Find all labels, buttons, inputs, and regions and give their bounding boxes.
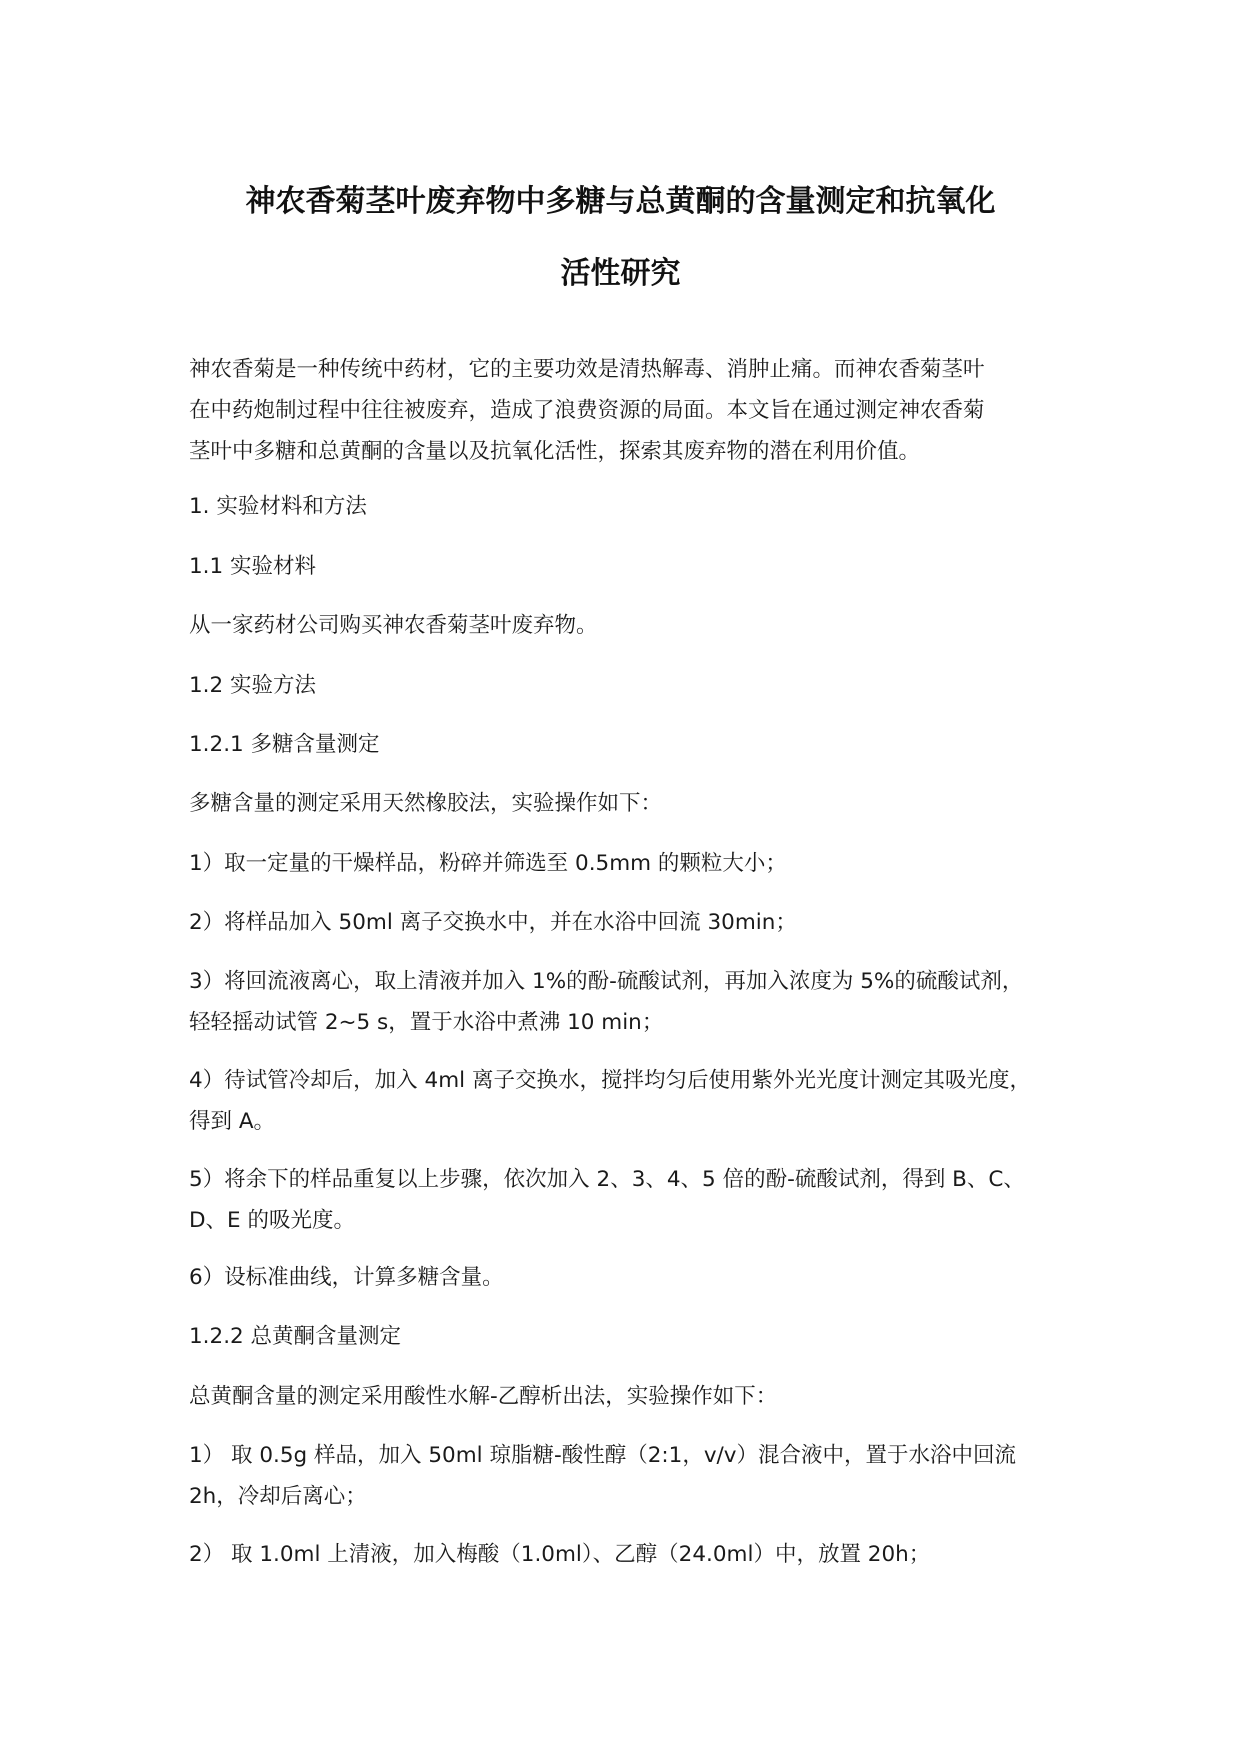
polysaccharide-step-6: 6）设标准曲线，计算多糖含量。 <box>189 1265 504 1290</box>
flavonoid-step-2: 2） 取 1.0ml 上清液，加入梅酸（1.0ml）、乙醇（24.0ml）中，放置 20h； <box>189 1542 931 1567</box>
section-heading-1-2-1: 1.2.1 多糖含量测定 <box>189 732 380 757</box>
intro-paragraph <box>189 349 1089 472</box>
flavonoid-step-1 <box>189 1435 1089 1517</box>
step-line: 4）待试管冷却后，加入 4ml 离子交换水，搅拌均匀后使用紫外光光度计测定其吸光度， <box>189 1068 1031 1093</box>
intro-line: 在中药炮制过程中往往被废弃，造成了浪费资源的局面。本文旨在通过测定神农香菊 <box>189 398 985 423</box>
step-line: D、E 的吸光度。 <box>189 1208 355 1233</box>
step-line: 得到 A。 <box>189 1109 276 1134</box>
materials-text: 从一家药材公司购买神农香菊茎叶废弃物。 <box>189 613 598 638</box>
intro-line: 茎叶中多糖和总黄酮的含量以及抗氧化活性，探索其废弃物的潜在利用价值。 <box>189 439 921 464</box>
document-title-line-1: 神农香菊茎叶废弃物中多糖与总黄酮的含量测定和抗氧化 <box>245 184 996 219</box>
document-title-line-2: 活性研究 <box>560 256 681 291</box>
section-heading-1-1: 1.1 实验材料 <box>189 554 317 579</box>
step-line: 5）将余下的样品重复以上步骤，依次加入 2、3、4、5 倍的酚-硫酸试剂，得到 B、C、 <box>189 1167 1025 1192</box>
polysaccharide-step-4 <box>189 1060 1089 1142</box>
section-heading-1-2: 1.2 实验方法 <box>189 673 317 698</box>
polysaccharide-step-5 <box>189 1159 1089 1241</box>
step-line: 轻轻摇动试管 2~5 s，置于水浴中煮沸 10 min； <box>189 1010 664 1035</box>
step-line: 2h，冷却后离心； <box>189 1484 367 1509</box>
flavonoid-method-intro: 总黄酮含量的测定采用酸性水解-乙醇析出法，实验操作如下： <box>189 1384 778 1409</box>
step-line: 3）将回流液离心，取上清液并加入 1%的酚-硫酸试剂，再加入浓度为 5%的硫酸试剂， <box>189 969 1024 994</box>
section-heading-1-2-2: 1.2.2 总黄酮含量测定 <box>189 1324 402 1349</box>
polysaccharide-step-3 <box>189 961 1089 1043</box>
polysaccharide-method-intro: 多糖含量的测定采用天然橡胶法，实验操作如下： <box>189 791 663 816</box>
polysaccharide-step-1: 1）取一定量的干燥样品，粉碎并筛选至 0.5mm 的颗粒大小； <box>189 851 787 876</box>
polysaccharide-step-2: 2）将样品加入 50ml 离子交换水中，并在水浴中回流 30min； <box>189 910 797 935</box>
section-heading-1: 1. 实验材料和方法 <box>189 494 367 519</box>
step-line: 1） 取 0.5g 样品，加入 50ml 琼脂糖-酸性醇（2:1，v/v）混合液中，置于水浴中回流 <box>189 1443 1017 1468</box>
intro-line: 神农香菊是一种传统中药材，它的主要功效是清热解毒、消肿止痛。而神农香菊茎叶 <box>189 357 985 382</box>
